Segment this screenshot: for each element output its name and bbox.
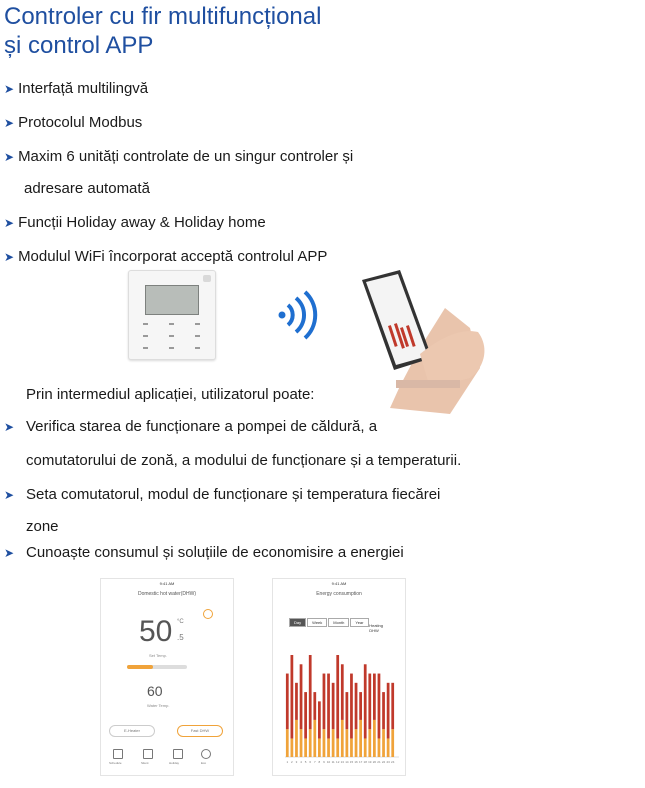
x-tick-label: 1 xyxy=(286,760,289,764)
e-heater-button[interactable]: E-Heater xyxy=(109,725,155,737)
hand-phone-image xyxy=(360,268,494,414)
x-tick-label: 17 xyxy=(358,760,363,764)
bar-dhw-18 xyxy=(364,738,367,757)
x-tick-label: 14 xyxy=(345,760,349,764)
bar-dhw-11 xyxy=(332,729,335,757)
bullet-text: Maxim 6 unități controlate de un singur controler și xyxy=(18,148,354,165)
tab-month[interactable]: Month xyxy=(328,618,349,627)
holiday-icon[interactable] xyxy=(173,749,183,759)
tab-week[interactable]: Week xyxy=(307,618,327,627)
arrow-icon: ➤ xyxy=(4,216,15,230)
chart-legend xyxy=(369,623,383,633)
schedule-icon[interactable] xyxy=(113,749,123,759)
bar-dhw-8 xyxy=(318,738,321,757)
x-tick-label: 15 xyxy=(349,760,354,764)
bar-dhw-17 xyxy=(359,720,362,757)
energy-chart xyxy=(279,649,399,769)
bar-heating-19 xyxy=(368,674,371,730)
bar-heating-5 xyxy=(304,692,307,738)
app-point-text: Seta comutatorul, modul de funcționare și temperatura fiecărei xyxy=(26,486,441,503)
bar-dhw-21 xyxy=(378,738,381,757)
arrow-icon: ➤ xyxy=(4,488,15,502)
bar-dhw-10 xyxy=(327,738,330,757)
x-tick-label: 20 xyxy=(372,760,377,764)
x-tick-label: 23 xyxy=(386,760,390,764)
legend-heating: Heating xyxy=(369,623,383,628)
x-tick-label: 8 xyxy=(318,760,321,764)
x-tick-label: 18 xyxy=(363,760,367,764)
bullet-text: Interfață multilingvă xyxy=(18,80,149,97)
bar-dhw-15 xyxy=(350,738,353,757)
x-tick-label: 7 xyxy=(313,760,316,764)
bullet-item xyxy=(4,80,148,97)
bar-dhw-22 xyxy=(382,729,385,757)
bar-heating-20 xyxy=(373,674,376,720)
x-tick-label: 24 xyxy=(391,760,395,764)
bar-heating-2 xyxy=(291,655,294,738)
app-point-text: zone xyxy=(26,518,59,535)
phone-energy-screen xyxy=(272,578,406,776)
silent-label: Silent xyxy=(141,761,149,765)
bar-heating-1 xyxy=(286,674,289,730)
bar-heating-24 xyxy=(391,683,394,729)
legend-dhw: DHW xyxy=(369,628,379,633)
arrow-icon: ➤ xyxy=(4,116,15,130)
x-tick-label: 19 xyxy=(368,760,372,764)
x-tick-label: 3 xyxy=(295,760,298,764)
fast-dhw-button[interactable]: Fast DHW xyxy=(177,725,223,737)
arrow-icon: ➤ xyxy=(4,420,15,434)
app-point-text: comutatorului de zonă, a modului de funcționare și a temperaturii. xyxy=(26,452,462,469)
bullet-item xyxy=(4,114,142,131)
bar-heating-15 xyxy=(350,674,353,739)
bar-heating-17 xyxy=(359,692,362,720)
title-line-2: și control APP xyxy=(4,32,154,59)
temp-slider[interactable] xyxy=(127,665,187,669)
x-tick-label: 11 xyxy=(331,760,335,764)
bar-dhw-12 xyxy=(336,738,339,757)
bar-dhw-2 xyxy=(291,738,294,757)
bar-heating-3 xyxy=(295,683,298,720)
bar-dhw-1 xyxy=(286,729,289,757)
bar-heating-10 xyxy=(327,674,330,739)
holiday-label: Holiday xyxy=(169,761,180,765)
water-temp-value: 60 xyxy=(147,683,163,699)
x-tick-label: 21 xyxy=(377,760,381,764)
bar-dhw-6 xyxy=(309,729,312,757)
silent-icon[interactable] xyxy=(143,749,153,759)
bar-heating-23 xyxy=(387,683,390,739)
x-tick-label: 9 xyxy=(323,760,325,764)
bar-heating-4 xyxy=(300,664,303,729)
x-tick-label: 4 xyxy=(300,760,302,764)
bar-heating-7 xyxy=(313,692,316,720)
app-point-text: Cunoaște consumul și soluțiile de economisire a energiei xyxy=(26,544,404,561)
bullet-text: adresare automată xyxy=(24,180,150,197)
phone-dhw-screen xyxy=(100,578,234,776)
water-temp-label: Water Temp. xyxy=(147,703,170,708)
controller-screen xyxy=(145,285,199,315)
temp-unit: °C xyxy=(177,619,184,625)
arrow-icon: ➤ xyxy=(4,250,15,264)
title-line-1: Controler cu fir multifuncțional xyxy=(4,3,322,30)
screen-header: Domestic hot water(DHW) xyxy=(137,591,197,597)
x-tick-label: 22 xyxy=(381,760,386,764)
bar-heating-9 xyxy=(323,674,326,730)
bar-heating-8 xyxy=(318,701,321,738)
x-tick-label: 2 xyxy=(291,760,293,764)
bar-heating-16 xyxy=(355,683,358,729)
bullet-item xyxy=(4,148,353,165)
period-tabs xyxy=(289,611,370,629)
app-intro-text: Prin intermediul aplicației, utilizatorul poate: xyxy=(26,386,315,403)
bullet-item xyxy=(4,214,266,231)
wired-controller-image xyxy=(128,270,216,360)
bar-heating-12 xyxy=(336,655,339,738)
bullet-item xyxy=(4,248,327,265)
screen-header: Energy consumption xyxy=(316,591,362,597)
status-bar-time: 9:41 AM xyxy=(331,581,347,586)
power-icon[interactable] xyxy=(203,609,213,619)
eco-icon[interactable] xyxy=(201,749,211,759)
x-tick-label: 5 xyxy=(304,760,307,764)
status-bar-time: 9:41 AM xyxy=(159,581,175,586)
x-tick-label: 10 xyxy=(326,760,331,764)
arrow-icon: ➤ xyxy=(4,82,15,96)
bar-dhw-9 xyxy=(323,729,326,757)
wifi-icon xyxy=(274,290,318,340)
bar-heating-14 xyxy=(346,692,349,729)
app-point-text: Verifica starea de funcționare a pompei de căldură, a xyxy=(26,418,378,435)
set-temp-value: 50 xyxy=(139,615,173,648)
bar-heating-13 xyxy=(341,664,344,720)
x-tick-label: 12 xyxy=(336,760,340,764)
controller-logo xyxy=(203,275,211,282)
bar-heating-11 xyxy=(332,683,335,729)
page-title xyxy=(4,2,321,60)
arrow-icon: ➤ xyxy=(4,150,15,164)
bar-heating-6 xyxy=(309,655,312,729)
bar-dhw-24 xyxy=(391,729,394,757)
schedule-label: Schedule xyxy=(109,761,122,765)
tab-year[interactable]: Year xyxy=(350,618,368,627)
x-tick-label: 6 xyxy=(309,760,312,764)
bullet-text: Protocolul Modbus xyxy=(18,114,143,131)
bullet-text: Modulul WiFi încorporat acceptă controlul APP xyxy=(18,248,328,265)
bar-dhw-23 xyxy=(387,738,390,757)
bar-heating-22 xyxy=(382,692,385,729)
arrow-icon: ➤ xyxy=(4,546,15,560)
bar-dhw-3 xyxy=(295,720,298,757)
bar-dhw-14 xyxy=(346,729,349,757)
bar-dhw-4 xyxy=(300,729,303,757)
bar-heating-21 xyxy=(378,674,381,739)
x-tick-label: 13 xyxy=(340,760,344,764)
eco-label: Eco xyxy=(201,761,207,765)
bar-heating-18 xyxy=(364,664,367,738)
set-temp-decimal: .5 xyxy=(177,633,184,642)
bar-dhw-20 xyxy=(373,720,376,757)
bullet-text: Funcții Holiday away & Holiday home xyxy=(18,214,266,231)
bar-dhw-16 xyxy=(355,729,358,757)
tab-day[interactable]: Day xyxy=(289,618,306,627)
bar-dhw-7 xyxy=(313,720,316,757)
bar-dhw-13 xyxy=(341,720,344,757)
set-temp-label: Set Temp. xyxy=(149,653,167,658)
bar-dhw-19 xyxy=(368,729,371,757)
bar-dhw-5 xyxy=(304,738,307,757)
x-tick-label: 16 xyxy=(354,760,358,764)
